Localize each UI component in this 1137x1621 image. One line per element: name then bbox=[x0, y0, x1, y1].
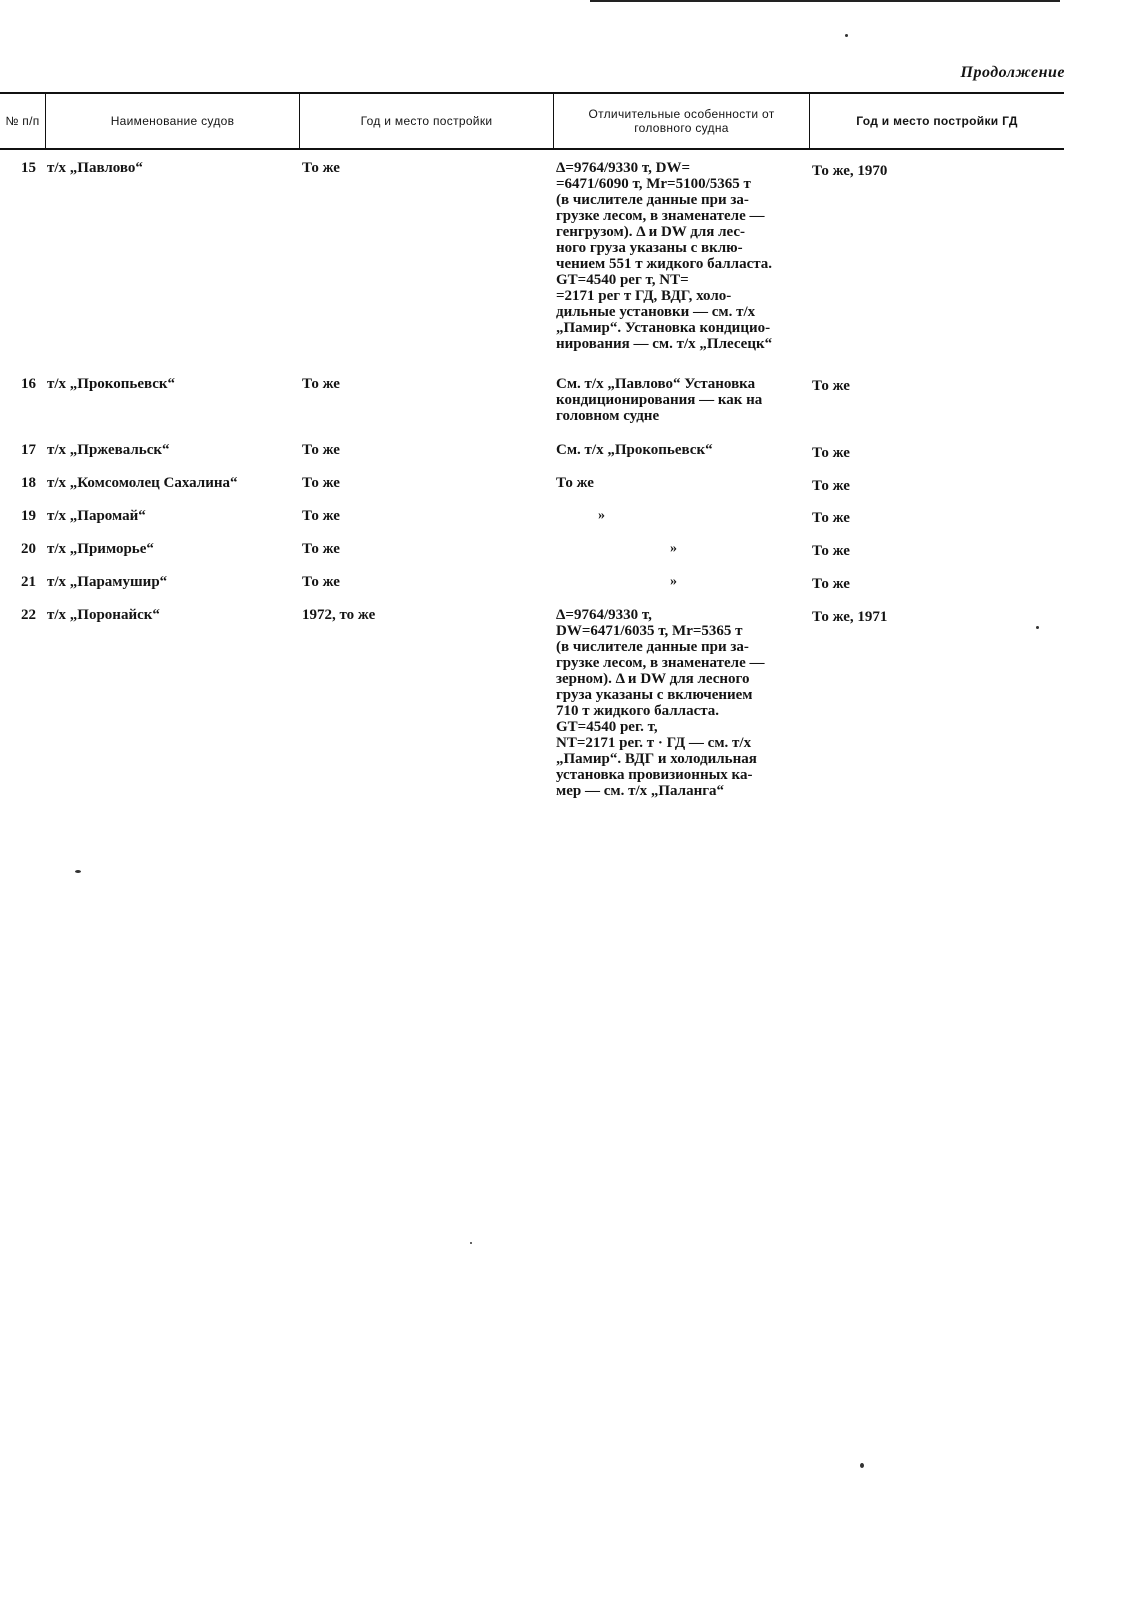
continued-label: Продолжение bbox=[960, 64, 1065, 81]
build-year: То же bbox=[302, 541, 340, 557]
engine-year: То же, 1970 bbox=[812, 163, 888, 179]
features-line: 710 т жидкого балласта. bbox=[556, 703, 720, 719]
ships-table bbox=[0, 92, 1064, 799]
row-number: 22 bbox=[21, 607, 36, 623]
features-text bbox=[556, 442, 806, 458]
features-line: мер — см. т/х „Паланга“ bbox=[556, 783, 725, 799]
build-year: То же bbox=[302, 508, 340, 524]
features-line: GT=4540 рег. т, bbox=[556, 719, 658, 735]
engine-year: То же bbox=[812, 445, 850, 461]
features-line: DW=6471/6035 т, Mr=5365 т bbox=[556, 623, 743, 639]
row-number: 20 bbox=[21, 541, 36, 557]
ship-name: т/х „Пржевальск“ bbox=[47, 442, 170, 458]
features-line: =2171 рег т ГД, ВДГ, холо- bbox=[556, 288, 732, 304]
engine-year: То же, 1971 bbox=[812, 609, 888, 625]
engine-year: То же bbox=[812, 576, 850, 592]
features-line: грузке лесом, в знаменателе — bbox=[556, 208, 765, 224]
features-line: См. т/х „Прокопьевск“ bbox=[556, 442, 713, 458]
scan-edge-line bbox=[590, 0, 1060, 2]
scan-speck bbox=[470, 1242, 472, 1244]
engine-year: То же bbox=[812, 510, 850, 526]
engine-year: То же bbox=[812, 378, 850, 394]
features-line: (в числителе данные при за- bbox=[556, 639, 749, 655]
features-line: зерном). Δ и DW для лесного bbox=[556, 671, 750, 687]
row-number: 18 bbox=[21, 475, 36, 491]
features-line: См. т/х „Павлово“ Установка bbox=[556, 376, 756, 392]
features-line: ного груза указаны с вклю- bbox=[556, 240, 743, 256]
ditto-mark: » bbox=[670, 574, 677, 589]
features-text bbox=[556, 376, 806, 424]
features-line: дильные установки — см. т/х bbox=[556, 304, 756, 320]
row-number: 16 bbox=[21, 376, 36, 392]
scan-speck bbox=[860, 1463, 864, 1468]
row-number: 21 bbox=[21, 574, 36, 590]
features-line: генгрузом). Δ и DW для лес- bbox=[556, 224, 746, 240]
features-line: чением 551 т жидкого балласта. bbox=[556, 256, 773, 272]
ship-name: т/х „Комсомолец Сахалина“ bbox=[47, 475, 238, 491]
build-year: То же bbox=[302, 160, 340, 176]
ship-name: т/х „Прокопьевск“ bbox=[47, 376, 176, 392]
header-ship-name: Наименование судов bbox=[110, 114, 235, 128]
ship-name: т/х „Павлово“ bbox=[47, 160, 143, 176]
features-line: „Памир“. ВДГ и холодильная bbox=[556, 751, 757, 767]
header-number: № п/п bbox=[5, 114, 40, 128]
scan-speck bbox=[75, 870, 81, 873]
features-text bbox=[556, 160, 806, 352]
build-year: 1972, то же bbox=[302, 607, 376, 623]
features-line: головном судне bbox=[556, 408, 660, 424]
ship-name: т/х „Поронайск“ bbox=[47, 607, 160, 623]
scan-speck bbox=[845, 34, 848, 37]
row-number: 17 bbox=[21, 442, 36, 458]
ship-name: т/х „Паромай“ bbox=[47, 508, 146, 524]
engine-year: То же bbox=[812, 478, 850, 494]
features-line: То же bbox=[556, 475, 594, 491]
table-header bbox=[0, 92, 1064, 150]
features-line: NT=2171 рег. т · ГД — см. т/х bbox=[556, 735, 752, 751]
ditto-mark: » bbox=[598, 508, 605, 523]
features-text bbox=[556, 607, 806, 799]
features-line: Δ=9764/9330 т, bbox=[556, 607, 652, 623]
features-line: нирования — см. т/х „Плесецк“ bbox=[556, 336, 773, 352]
row-number: 15 bbox=[21, 160, 36, 176]
features-line: груза указаны с включением bbox=[556, 687, 753, 703]
features-line: кондиционирования — как на bbox=[556, 392, 763, 408]
header-features: Отличительные особенности от головного судна bbox=[588, 107, 775, 135]
scan-speck bbox=[1036, 626, 1039, 629]
row-number: 19 bbox=[21, 508, 36, 524]
ship-name: т/х „Парамушир“ bbox=[47, 574, 168, 590]
build-year: То же bbox=[302, 574, 340, 590]
ship-name: т/х „Приморье“ bbox=[47, 541, 154, 557]
features-line: GT=4540 рег т, NT= bbox=[556, 272, 689, 288]
build-year: То же bbox=[302, 475, 340, 491]
features-text bbox=[556, 475, 806, 491]
features-line: =6471/6090 т, Mr=5100/5365 т bbox=[556, 176, 751, 192]
features-line: Δ=9764/9330 т, DW= bbox=[556, 160, 690, 176]
features-line: грузке лесом, в знаменателе — bbox=[556, 655, 765, 671]
build-year: То же bbox=[302, 442, 340, 458]
features-line: „Памир“. Установка кондицио- bbox=[556, 320, 771, 336]
engine-year: То же bbox=[812, 543, 850, 559]
features-line: (в числителе данные при за- bbox=[556, 192, 749, 208]
build-year: То же bbox=[302, 376, 340, 392]
features-line: установка провизионных ка- bbox=[556, 767, 753, 783]
header-engine-year: Год и место постройки ГД bbox=[856, 114, 1018, 128]
header-build-year: Год и место постройки bbox=[360, 114, 493, 128]
ditto-mark: » bbox=[670, 541, 677, 556]
